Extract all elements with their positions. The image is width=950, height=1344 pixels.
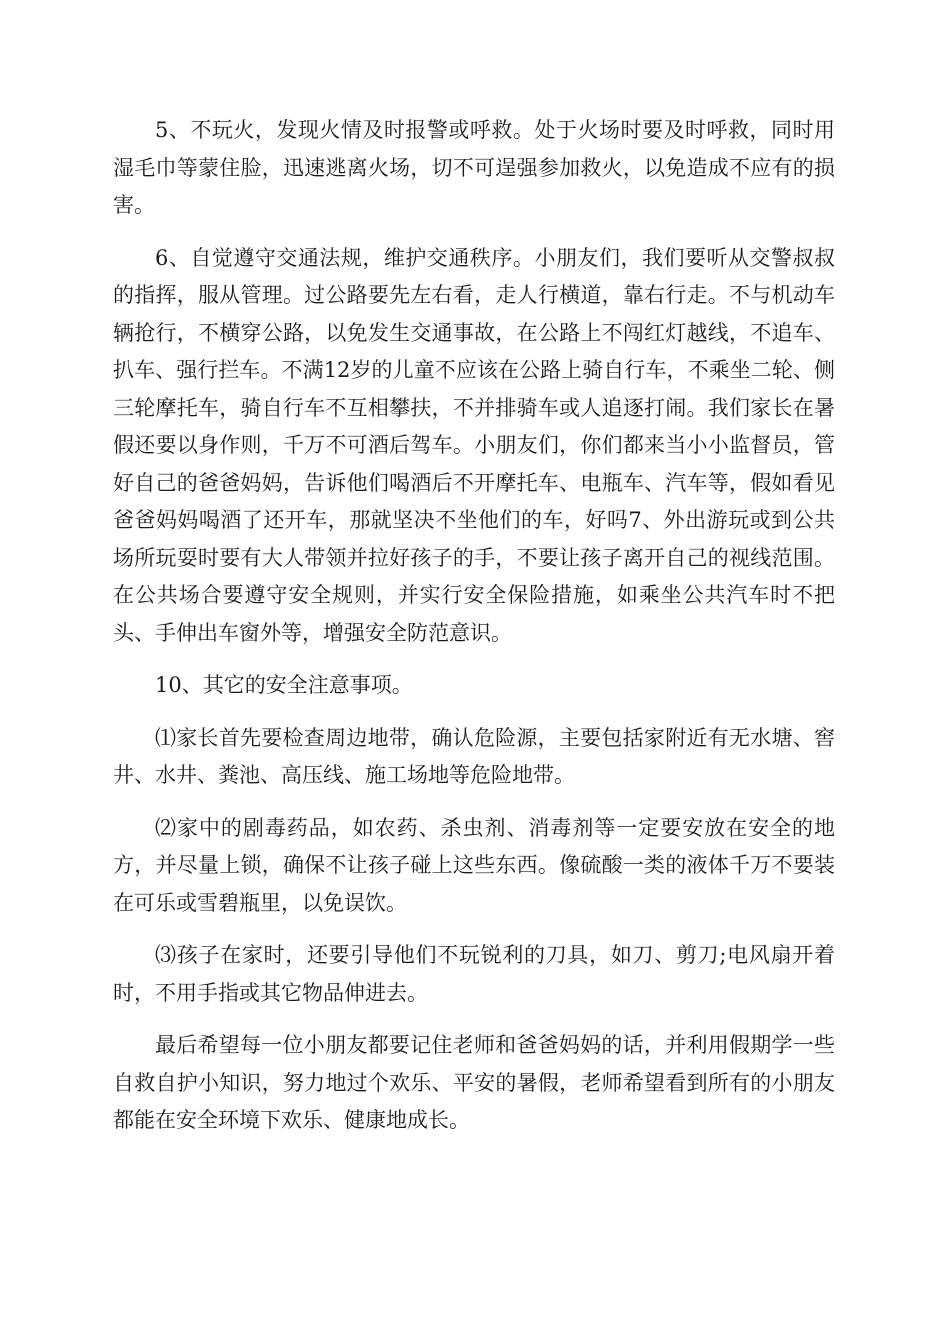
paragraph-hazard-check: ⑴家长首先要检查周边地带，确认危险源，主要包括家附近有无水塘、窖井、水井、粪池、高压线、施工场地等危险地带。 (113, 725, 835, 787)
document-body (113, 112, 835, 1155)
paragraph-other-safety-heading: 10、其它的安全注意事项。 (155, 673, 413, 697)
paragraph-fire-safety: 5、不玩火，发现火情及时报警或呼救。处于火场时要及时呼救，同时用湿毛巾等蒙住脸，迅速逃离火场，切不可逞强参加救火，以免造成不应有的损害。 (113, 118, 835, 217)
paragraph-home-tools: ⑶孩子在家时，还要引导他们不玩锐利的刀具，如刀、剪刀;电风扇开着时，不用手指或其它物品伸进去。 (113, 943, 835, 1005)
paragraph-toxic-storage: ⑵家中的剧毒药品，如农药、杀虫剂、消毒剂等一定要安放在安全的地方，并尽量上锁，确保不让孩子碰上这些东西。像硫酸一类的液体千万不要装在可乐或雪碧瓶里，以免误饮。 (113, 815, 835, 915)
paragraph-closing: 最后希望每一位小朋友都要记住老师和爸爸妈妈的话，并利用假期学一些自救自护小知识，努力地过个欢乐、平安的暑假，老师希望看到所有的小朋友都能在安全环境下欢乐、健康地成长。 (113, 1033, 835, 1132)
paragraph-traffic-safety: 6、自觉遵守交通法规，维护交通秩序。小朋友们，我们要听从交警叔叔的指挥，服从管理。过公路要先左右看，走人行横道，靠右行走。不与机动车辆抢行，不横穿公路，以免发生交通事故，在公路上不闯红灯越线，不追车、扒车、强行拦车。不满12岁的儿童不应该在公路上骑自行车，不乘坐二轮、侧三轮摩托车，骑自行车不互相攀扶，不并排骑车或人追逐打闹。我们家长在暑假还要以身作则，千万不可酒后驾车。小朋友们，你们都来当小小监督员，管好自己的爸爸妈妈，告诉他们喝酒后不开摩托车、电瓶车、汽车等，假如看见爸爸妈妈喝酒了还开车，那就坚决不坐他们的车，好吗7、外出游玩或到公共场所玩耍时要有大人带领并拉好孩子的手，不要让孩子离开自己的视线范围。在公共场合要遵守安全规则，并实行安全保险措施，如乘坐公共汽车时不把头、手伸出车窗外等，增强安全防范意识。 (113, 245, 835, 645)
